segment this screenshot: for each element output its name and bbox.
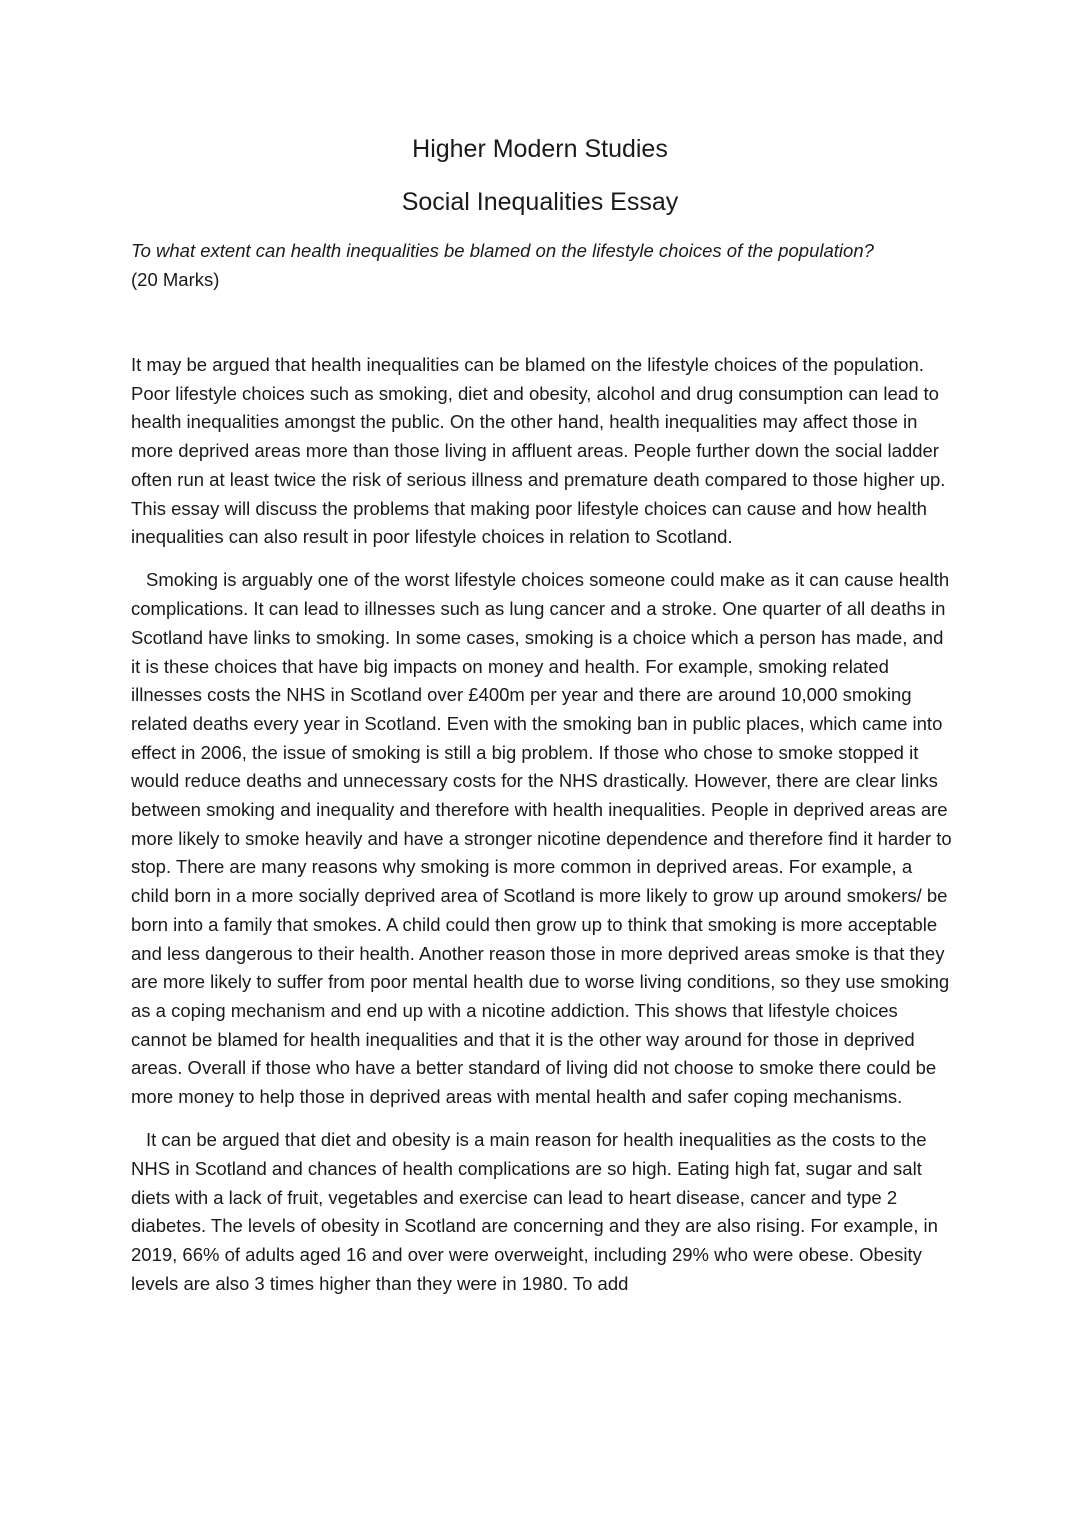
paragraph-diet-obesity: It can be argued that diet and obesity is a main reason for health inequalities as the costs to the NHS in Scotland and chances of health complications are so high. Eating high fat, sugar and salt diets with a lack of fruit, vegetables and exercise can lead to heart disease, cancer and type 2 diabetes. The levels of obesity in Scotland are concerning and they are also rising. For example, in 2019, 66% of adults aged 16 and over were overweight, including 29% who were obese. Obesity levels are also 3 times higher than they were in 1980. To add bbox=[131, 1129, 938, 1294]
essay-question bbox=[131, 237, 951, 294]
paragraph-smoking: Smoking is arguably one of the worst lifestyle choices someone could make as it can cause health complications. It can lead to illnesses such as lung cancer and a stroke. One quarter of all deaths in Scotland have links to smoking. In some cases, smoking is a choice which a person has made, and it is these choices that have big impacts on money and health. For example, smoking related illnesses costs the NHS in Scotland over £400m per year and there are around 10,000 smoking related deaths every year in Scotland. Even with the smoking ban in public places, which came into effect in 2006, the issue of smoking is still a big problem. If those who chose to smoke stopped it would reduce deaths and unnecessary costs for the NHS drastically. However, there are clear links between smoking and inequality and therefore with health inequalities. People in deprived areas are more likely to smoke heavily and have a stronger nicotine dependence and therefore find it harder to stop. There are many reasons why smoking is more common in deprived areas. For example, a child born in a more socially deprived area of Scotland is more likely to grow up around smokers/ be born into a family that smokes. A child could then grow up to think that smoking is more acceptable and less dangerous to their health. Another reason those in more deprived areas smoke is that they are more likely to suffer from poor mental health due to worse living conditions, so they use smoking as a coping mechanism and end up with a nicotine addiction. This shows that lifestyle choices cannot be blamed for health inequalities and that it is the other way around for those in deprived areas. Overall if those who have a better standard of living did not choose to smoke there could be more money to help those in deprived areas with mental health and safer coping mechanisms. bbox=[131, 569, 952, 1108]
question-marks: (20 Marks) bbox=[131, 268, 220, 290]
document-subtitle: Social Inequalities Essay bbox=[401, 188, 679, 216]
document-title: Higher Modern Studies bbox=[412, 135, 668, 163]
essay-body bbox=[131, 351, 953, 1313]
question-text: To what extent can health inequalities be blamed on the lifestyle choices of the population? bbox=[131, 240, 874, 261]
paragraph-introduction: It may be argued that health inequalities can be blamed on the lifestyle choices of the population. Poor lifestyle choices such as smoking, diet and obesity, alcohol and drug consumption can lead to health inequalities amongst the public. On the other hand, health inequalities may affect those in more deprived areas more than those living in affluent areas. People further down the social ladder often run at least twice the risk of serious illness and premature death compared to those higher up. This essay will discuss the problems that making poor lifestyle choices can cause and how health inequalities can also result in poor lifestyle choices in relation to Scotland. bbox=[131, 354, 946, 548]
